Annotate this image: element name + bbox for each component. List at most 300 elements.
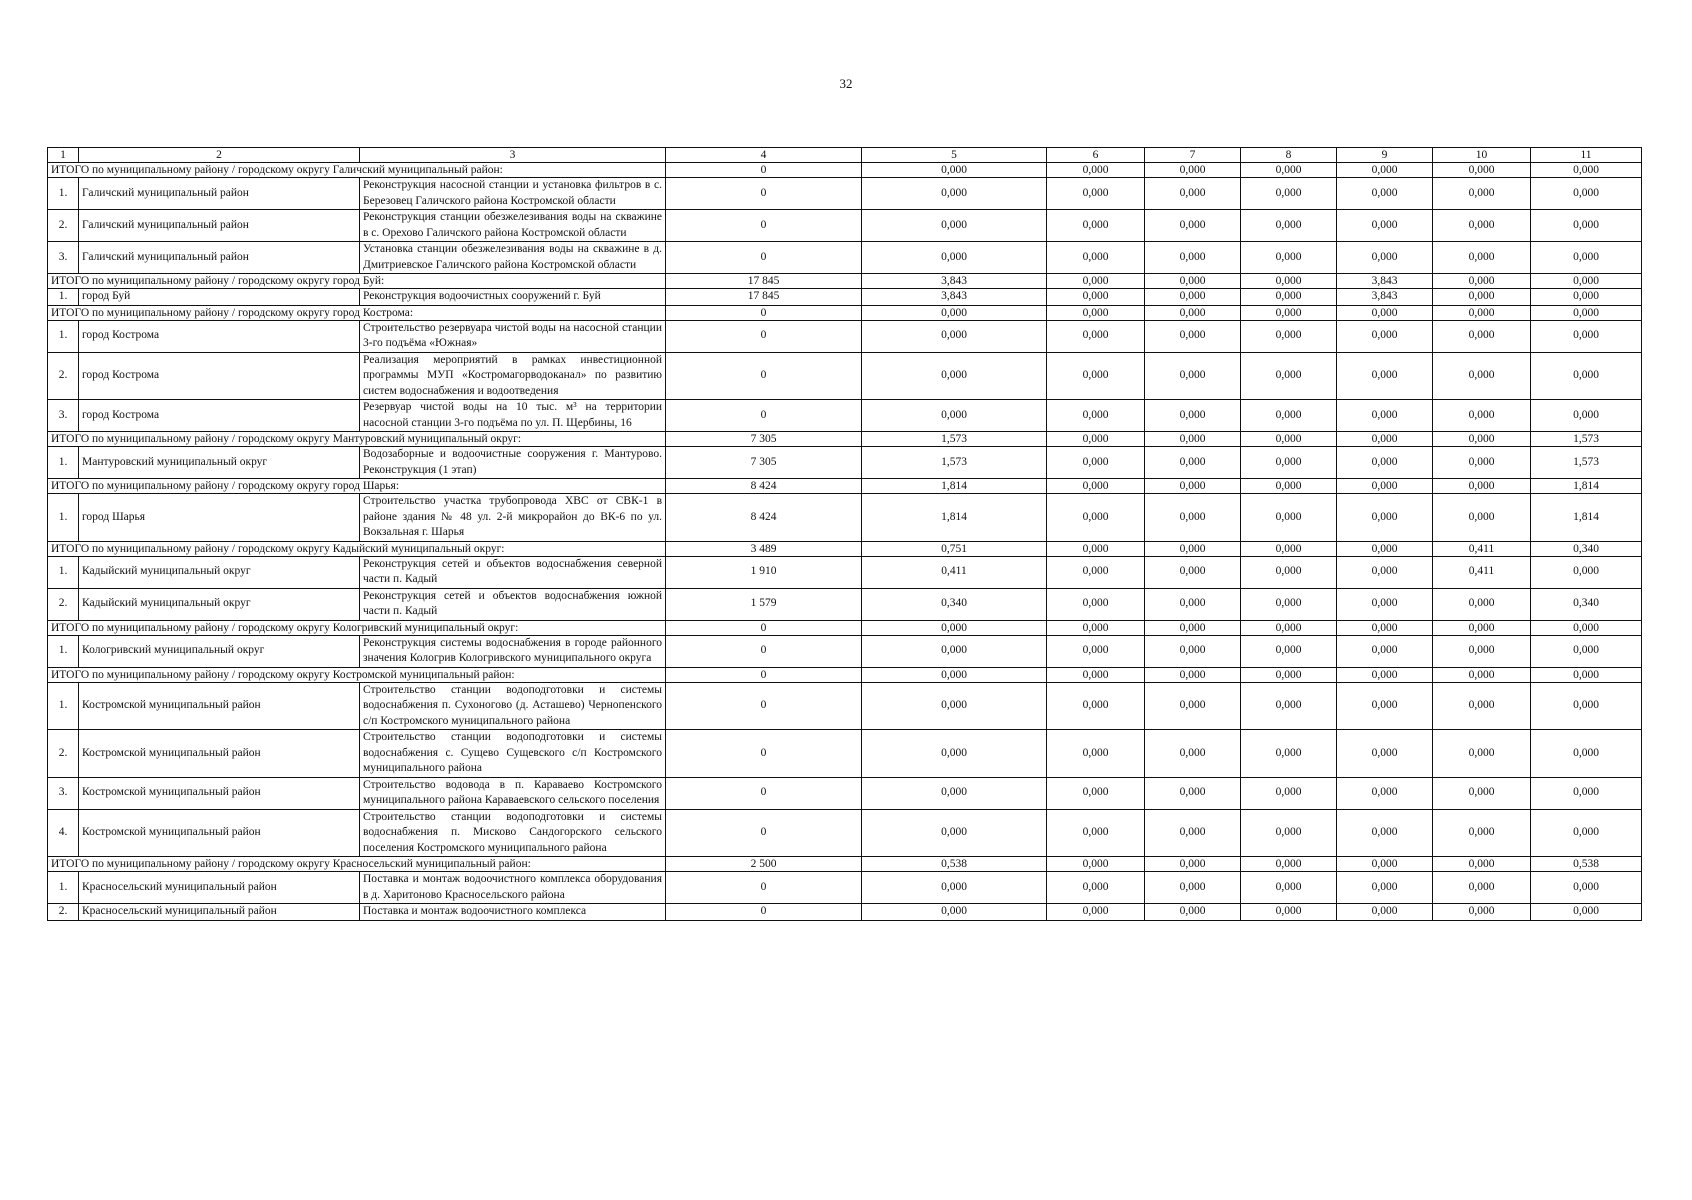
group-total-title: ИТОГО по муниципальному району / городскому округу Кологривский муниципальный округ:: [48, 620, 666, 635]
table-row: [48, 352, 1642, 400]
group-total-value: 0,000: [1145, 163, 1241, 178]
row-value: 0,000: [1047, 289, 1145, 306]
row-value: 0,000: [1337, 494, 1433, 542]
row-value: 0,000: [1047, 588, 1145, 620]
group-total-row: [48, 274, 1642, 289]
group-total-value: 0,000: [1047, 857, 1145, 872]
row-value: 0,000: [1433, 494, 1531, 542]
group-total-title: ИТОГО по муниципальному району / городскому округу Кадыйский муниципальный округ:: [48, 541, 666, 556]
row-value: 0,000: [1241, 904, 1337, 921]
row-value: 1 579: [666, 588, 862, 620]
row-value: 0,000: [862, 730, 1047, 778]
row-number: 1.: [48, 872, 79, 904]
group-total-value: 0,000: [1433, 274, 1531, 289]
column-number-cell: 7: [1145, 148, 1241, 163]
project-description: Реконструкция системы водоснабжения в городе районного значения Кологрив Кологривского муниципального округа: [360, 635, 666, 667]
row-value: 0,000: [1433, 178, 1531, 210]
group-total-value: 8 424: [666, 479, 862, 494]
row-value: 17 845: [666, 289, 862, 306]
row-value: 0,000: [1433, 400, 1531, 432]
group-total-value: 0: [666, 667, 862, 682]
row-value: 0,000: [1531, 178, 1642, 210]
table-row: [48, 588, 1642, 620]
group-total-row: [48, 479, 1642, 494]
group-total-value: 0,000: [1337, 479, 1433, 494]
table-row: [48, 730, 1642, 778]
row-value: 0,000: [862, 904, 1047, 921]
group-total-value: 1,573: [862, 432, 1047, 447]
row-number: 1.: [48, 447, 79, 479]
row-value: 0,000: [1433, 352, 1531, 400]
row-value: 1 910: [666, 556, 862, 588]
group-total-value: 0,000: [1241, 163, 1337, 178]
municipality-name: Галичский муниципальный район: [79, 242, 360, 274]
row-value: 0,000: [1145, 352, 1241, 400]
row-value: 0,000: [1241, 682, 1337, 730]
group-total-value: 0,000: [1047, 620, 1145, 635]
row-value: 1,814: [1531, 494, 1642, 542]
row-value: 0,000: [1047, 178, 1145, 210]
group-total-value: 1,814: [1531, 479, 1642, 494]
column-number-cell: 11: [1531, 148, 1642, 163]
municipality-name: город Кострома: [79, 400, 360, 432]
row-number: 2.: [48, 588, 79, 620]
row-value: 0,000: [1145, 730, 1241, 778]
municipality-name: город Буй: [79, 289, 360, 306]
group-total-value: 0,000: [1241, 857, 1337, 872]
row-value: 0,000: [1531, 682, 1642, 730]
group-total-value: 0,000: [1145, 541, 1241, 556]
row-value: 0,000: [1337, 635, 1433, 667]
row-value: 0,000: [1241, 447, 1337, 479]
row-value: 0,000: [862, 320, 1047, 352]
row-value: 0,000: [1241, 809, 1337, 857]
municipality-name: город Кострома: [79, 320, 360, 352]
group-total-value: 0,538: [1531, 857, 1642, 872]
row-value: 0,000: [1531, 777, 1642, 809]
row-value: 0,000: [1433, 904, 1531, 921]
group-total-value: 0,000: [1433, 667, 1531, 682]
row-value: 0,000: [1047, 242, 1145, 274]
group-total-value: 0: [666, 163, 862, 178]
project-description: Поставка и монтаж водоочистного комплекса: [360, 904, 666, 921]
row-value: 0,000: [1531, 904, 1642, 921]
table-row: [48, 904, 1642, 921]
table-row: [48, 635, 1642, 667]
row-value: 0,000: [1531, 730, 1642, 778]
row-value: 0,000: [1145, 904, 1241, 921]
table-row: [48, 242, 1642, 274]
municipality-name: Красносельский муниципальный район: [79, 872, 360, 904]
row-number: 1.: [48, 556, 79, 588]
group-total-value: 1,573: [1531, 432, 1642, 447]
project-description: Резервуар чистой воды на 10 тыс. м³ на территории насосной станции 3-го подъёма по ул. П. Щербины, 16: [360, 400, 666, 432]
row-number: 1.: [48, 178, 79, 210]
group-total-value: 0,000: [1531, 620, 1642, 635]
group-total-value: 0,000: [1241, 432, 1337, 447]
group-total-value: 0,000: [1337, 620, 1433, 635]
group-total-value: 0,000: [1145, 479, 1241, 494]
group-total-value: 0,000: [1433, 163, 1531, 178]
row-value: 0,000: [1433, 682, 1531, 730]
group-total-value: 0,000: [1047, 163, 1145, 178]
row-number: 2.: [48, 210, 79, 242]
row-number: 1.: [48, 320, 79, 352]
row-value: 3,843: [1337, 289, 1433, 306]
group-total-value: 0,000: [1337, 305, 1433, 320]
row-value: 0,340: [862, 588, 1047, 620]
municipality-name: Костромской муниципальный район: [79, 682, 360, 730]
row-value: 0,000: [1047, 320, 1145, 352]
group-total-value: 0,000: [1531, 667, 1642, 682]
group-total-value: 0,000: [1047, 274, 1145, 289]
municipality-name: Костромской муниципальный район: [79, 730, 360, 778]
group-total-title: ИТОГО по муниципальному району / городскому округу Костромской муниципальный район:: [48, 667, 666, 682]
column-number-cell: 10: [1433, 148, 1531, 163]
group-total-value: 0,000: [1433, 432, 1531, 447]
row-value: 0: [666, 904, 862, 921]
row-value: 0,000: [862, 809, 1047, 857]
group-total-row: [48, 620, 1642, 635]
row-value: 0,000: [1337, 400, 1433, 432]
row-value: 0,000: [1145, 178, 1241, 210]
row-number: 1.: [48, 682, 79, 730]
row-value: 0,000: [862, 777, 1047, 809]
group-total-value: 0,000: [1241, 305, 1337, 320]
column-number-cell: 9: [1337, 148, 1433, 163]
row-value: 0,000: [1145, 447, 1241, 479]
group-total-value: 0,000: [1047, 432, 1145, 447]
group-total-value: 3,843: [862, 274, 1047, 289]
row-value: 0,000: [1433, 588, 1531, 620]
row-value: 0,000: [1145, 635, 1241, 667]
row-value: 0,000: [862, 178, 1047, 210]
row-value: 7 305: [666, 447, 862, 479]
table-row: [48, 777, 1642, 809]
row-value: 0,000: [1145, 289, 1241, 306]
row-number: 1.: [48, 635, 79, 667]
row-value: 0,000: [1241, 777, 1337, 809]
group-total-title: ИТОГО по муниципальному району / городскому округу город Кострома:: [48, 305, 666, 320]
row-value: 0,000: [1337, 682, 1433, 730]
row-value: 0,000: [1241, 289, 1337, 306]
column-number-cell: 3: [360, 148, 666, 163]
municipality-name: Кологривский муниципальный округ: [79, 635, 360, 667]
row-value: 0,000: [1047, 809, 1145, 857]
row-value: 0,000: [1047, 730, 1145, 778]
group-total-value: 0: [666, 620, 862, 635]
municipality-name: Галичский муниципальный район: [79, 210, 360, 242]
row-value: 0,000: [1047, 682, 1145, 730]
row-value: 0,000: [1047, 556, 1145, 588]
group-total-value: 0,000: [1531, 274, 1642, 289]
municipality-name: Мантуровский муниципальный округ: [79, 447, 360, 479]
investment-table: [47, 147, 1642, 921]
municipality-name: Кадыйский муниципальный округ: [79, 588, 360, 620]
row-value: 0,000: [1337, 730, 1433, 778]
group-total-value: 0,000: [1145, 305, 1241, 320]
row-value: 0,000: [1241, 400, 1337, 432]
row-value: 0,000: [1337, 447, 1433, 479]
row-value: 0,000: [1337, 588, 1433, 620]
row-value: 0,000: [1241, 872, 1337, 904]
row-value: 0,000: [1433, 210, 1531, 242]
municipality-name: Галичский муниципальный район: [79, 178, 360, 210]
row-value: 0: [666, 178, 862, 210]
table-row: [48, 447, 1642, 479]
row-value: 0,000: [1145, 242, 1241, 274]
group-total-value: 0,000: [1337, 541, 1433, 556]
row-value: 0,000: [1145, 320, 1241, 352]
table-row: [48, 809, 1642, 857]
project-description: Строительство станции водоподготовки и системы водоснабжения с. Сущево Сущевского с/п Костромского муниципального района: [360, 730, 666, 778]
row-value: 0,000: [1241, 352, 1337, 400]
row-value: 0,000: [1337, 242, 1433, 274]
row-value: 0,000: [1241, 730, 1337, 778]
row-value: 0,000: [1531, 556, 1642, 588]
project-description: Строительство станции водоподготовки и системы водоснабжения п. Сухоногово (д. Асташево) Чернопенского с/п Костромского муниципального района: [360, 682, 666, 730]
row-value: 0: [666, 872, 862, 904]
project-description: Строительство водовода в п. Караваево Костромского муниципального района Караваевского сельского поселения: [360, 777, 666, 809]
row-value: 0: [666, 400, 862, 432]
row-number: 2.: [48, 730, 79, 778]
row-value: 0,000: [1241, 556, 1337, 588]
municipality-name: город Шарья: [79, 494, 360, 542]
row-value: 0: [666, 210, 862, 242]
group-total-value: 0,000: [1531, 305, 1642, 320]
row-value: 0,000: [1241, 178, 1337, 210]
row-value: 0,000: [1531, 809, 1642, 857]
group-total-value: 0,000: [1047, 541, 1145, 556]
group-total-value: 0,000: [1145, 620, 1241, 635]
row-value: 0,000: [862, 400, 1047, 432]
row-value: 0: [666, 682, 862, 730]
project-description: Строительство резервуара чистой воды на насосной станции 3-го подъёма «Южная»: [360, 320, 666, 352]
row-value: 0,411: [1433, 556, 1531, 588]
group-total-value: 0,000: [1241, 274, 1337, 289]
group-total-value: 0,000: [1145, 667, 1241, 682]
row-number: 1.: [48, 289, 79, 306]
group-total-value: 1,814: [862, 479, 1047, 494]
row-value: 0,000: [1047, 447, 1145, 479]
row-value: 0: [666, 320, 862, 352]
row-value: 0,000: [1433, 777, 1531, 809]
municipality-name: Костромской муниципальный район: [79, 809, 360, 857]
group-total-value: 0,000: [1047, 479, 1145, 494]
table-row: [48, 178, 1642, 210]
project-description: Строительство участка трубопровода ХВС от СВК-1 в районе здания № 48 ул. 2-й микрорайон до ВК-6 по ул. Вокзальная г. Шарья: [360, 494, 666, 542]
table-row: [48, 872, 1642, 904]
group-total-value: 0,538: [862, 857, 1047, 872]
row-value: 0,000: [862, 682, 1047, 730]
row-value: 8 424: [666, 494, 862, 542]
row-value: 0: [666, 809, 862, 857]
project-description: Реконструкция насосной станции и установка фильтров в с. Березовец Галичского района Костромской области: [360, 178, 666, 210]
table-row: [48, 400, 1642, 432]
table-row: [48, 320, 1642, 352]
row-value: 0,000: [862, 210, 1047, 242]
page-number: 32: [839, 76, 853, 91]
row-number: 2.: [48, 352, 79, 400]
group-total-title: ИТОГО по муниципальному району / городскому округу Мантуровский муниципальный округ:: [48, 432, 666, 447]
row-value: 0,000: [1145, 588, 1241, 620]
project-description: Реконструкция водоочистных сооружений г. Буй: [360, 289, 666, 306]
group-total-value: 0,000: [1433, 620, 1531, 635]
group-total-title: ИТОГО по муниципальному району / городскому округу город Шарья:: [48, 479, 666, 494]
project-description: Реконструкция сетей и объектов водоснабжения южной части п. Кадый: [360, 588, 666, 620]
column-number-cell: 8: [1241, 148, 1337, 163]
group-total-row: [48, 541, 1642, 556]
row-value: 0,000: [1531, 352, 1642, 400]
group-total-value: 0,000: [1145, 432, 1241, 447]
row-value: 0,000: [1433, 320, 1531, 352]
row-value: 0,000: [1337, 904, 1433, 921]
row-number: 3.: [48, 777, 79, 809]
row-value: 0,000: [1433, 635, 1531, 667]
row-value: 0: [666, 242, 862, 274]
group-total-value: 0: [666, 305, 862, 320]
row-number: 3.: [48, 242, 79, 274]
row-value: 0,000: [1145, 210, 1241, 242]
row-number: 1.: [48, 494, 79, 542]
column-number-cell: 5: [862, 148, 1047, 163]
row-value: 0,000: [1047, 777, 1145, 809]
row-value: 0,000: [1145, 809, 1241, 857]
row-value: 0,000: [1531, 242, 1642, 274]
group-total-title: ИТОГО по муниципальному району / городскому округу город Буй:: [48, 274, 666, 289]
municipality-name: город Кострома: [79, 352, 360, 400]
group-total-value: 0,000: [1145, 857, 1241, 872]
row-value: 0,000: [862, 635, 1047, 667]
row-number: 3.: [48, 400, 79, 432]
project-description: Реализация мероприятий в рамках инвестиционной программы МУП «Костромагорводоканал» по развитию систем водоснабжения и водоотведения: [360, 352, 666, 400]
row-value: 0,000: [1337, 178, 1433, 210]
row-value: 0,000: [1433, 289, 1531, 306]
group-total-value: 3,843: [1337, 274, 1433, 289]
row-value: 3,843: [862, 289, 1047, 306]
group-total-value: 0,000: [1241, 541, 1337, 556]
group-total-row: [48, 432, 1642, 447]
row-value: 0,000: [1433, 809, 1531, 857]
group-total-row: [48, 163, 1642, 178]
group-total-value: 7 305: [666, 432, 862, 447]
municipality-name: Красносельский муниципальный район: [79, 904, 360, 921]
group-total-value: 0,000: [1047, 305, 1145, 320]
row-value: 0,000: [1433, 872, 1531, 904]
group-total-row: [48, 305, 1642, 320]
group-total-value: 0,000: [1337, 163, 1433, 178]
row-value: 0,000: [1337, 210, 1433, 242]
row-value: 0,000: [1433, 242, 1531, 274]
project-description: Реконструкция сетей и объектов водоснабжения северной части п. Кадый: [360, 556, 666, 588]
column-number-cell: 6: [1047, 148, 1145, 163]
row-value: 0,000: [1241, 588, 1337, 620]
row-value: 0,000: [1531, 872, 1642, 904]
row-value: 0,000: [1531, 635, 1642, 667]
row-value: 0: [666, 777, 862, 809]
group-total-value: 3 489: [666, 541, 862, 556]
row-value: 0,000: [1241, 242, 1337, 274]
group-total-value: 0,000: [1241, 479, 1337, 494]
municipality-name: Костромской муниципальный район: [79, 777, 360, 809]
group-total-value: 0,751: [862, 541, 1047, 556]
table-row: [48, 682, 1642, 730]
row-value: 0,000: [862, 872, 1047, 904]
row-value: 0,000: [1047, 352, 1145, 400]
row-value: 0,000: [1337, 872, 1433, 904]
row-value: 0,000: [1433, 730, 1531, 778]
table-row: [48, 289, 1642, 306]
row-value: 0,411: [862, 556, 1047, 588]
group-total-value: 0,000: [1337, 667, 1433, 682]
row-value: 0,000: [862, 242, 1047, 274]
group-total-value: 0,000: [1433, 305, 1531, 320]
row-number: 4.: [48, 809, 79, 857]
row-number: 2.: [48, 904, 79, 921]
table-row: [48, 556, 1642, 588]
group-total-value: 17 845: [666, 274, 862, 289]
column-number-cell: 1: [48, 148, 79, 163]
row-value: 0,000: [1241, 320, 1337, 352]
row-value: 0,000: [1241, 210, 1337, 242]
row-value: 0,000: [1047, 400, 1145, 432]
row-value: 0,000: [1433, 447, 1531, 479]
project-description: Водозаборные и водоочистные сооружения г. Мантурово. Реконструкция (1 этап): [360, 447, 666, 479]
group-total-value: 0,000: [1337, 857, 1433, 872]
row-value: 0,000: [1047, 494, 1145, 542]
row-value: 0,000: [1337, 352, 1433, 400]
group-total-title: ИТОГО по муниципальному району / городскому округу Галичский муниципальный район:: [48, 163, 666, 178]
row-value: 0: [666, 352, 862, 400]
row-value: 0,000: [1047, 635, 1145, 667]
group-total-row: [48, 667, 1642, 682]
row-value: 0,000: [1531, 289, 1642, 306]
row-value: 0,000: [1145, 777, 1241, 809]
row-value: 0,000: [1145, 494, 1241, 542]
project-description: Реконструкция станции обезжелезивания воды на скважине в с. Орехово Галичского района Костромской области: [360, 210, 666, 242]
group-total-value: 0,000: [1337, 432, 1433, 447]
group-total-value: 0,000: [1531, 163, 1642, 178]
row-value: 0,000: [1337, 809, 1433, 857]
row-value: 0,000: [1047, 872, 1145, 904]
group-total-value: 0,000: [862, 667, 1047, 682]
row-value: 0,000: [1047, 904, 1145, 921]
group-total-value: 0,000: [1145, 274, 1241, 289]
row-value: 0,000: [1241, 635, 1337, 667]
row-value: 0,000: [1145, 556, 1241, 588]
table-row: [48, 210, 1642, 242]
row-value: 0,000: [1145, 682, 1241, 730]
group-total-value: 2 500: [666, 857, 862, 872]
row-value: 0,000: [1531, 400, 1642, 432]
group-total-value: 0,000: [1433, 857, 1531, 872]
project-description: Установка станции обезжелезивания воды на скважине в д. Дмитриевское Галичского района Костромской области: [360, 242, 666, 274]
row-value: 0,000: [1047, 210, 1145, 242]
row-value: 0,000: [1337, 556, 1433, 588]
column-number-cell: 4: [666, 148, 862, 163]
group-total-value: 0,000: [1433, 479, 1531, 494]
project-description: Поставка и монтаж водоочистного комплекса оборудования в д. Харитоново Красносельского района: [360, 872, 666, 904]
row-value: 0: [666, 635, 862, 667]
municipality-name: Кадыйский муниципальный округ: [79, 556, 360, 588]
row-value: 0,340: [1531, 588, 1642, 620]
group-total-value: 0,411: [1433, 541, 1531, 556]
group-total-value: 0,000: [862, 620, 1047, 635]
group-total-value: 0,000: [862, 163, 1047, 178]
row-value: 0,000: [1531, 320, 1642, 352]
row-value: 0,000: [1145, 872, 1241, 904]
row-value: 1,573: [862, 447, 1047, 479]
